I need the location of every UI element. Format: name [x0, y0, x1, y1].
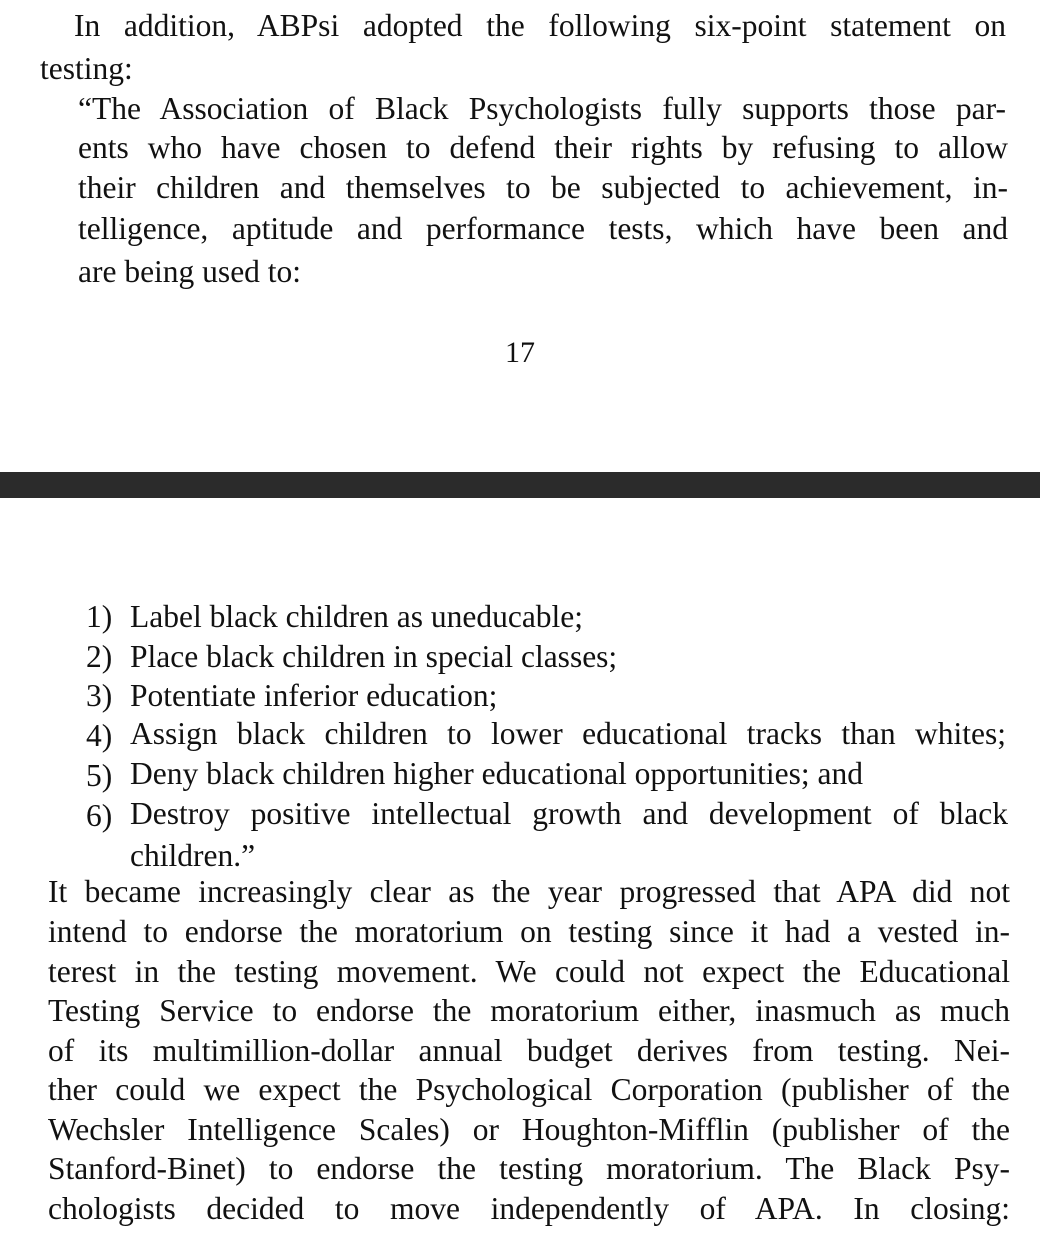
- page-divider: [0, 472, 1040, 498]
- quote-line: ents who have chosen to defend their rights by refusing to allow: [78, 130, 1008, 165]
- list-text: Assign black children to lower educational tracks than whites;: [130, 716, 1006, 751]
- list-text: Place black children in special classes;: [130, 639, 618, 674]
- paragraph-line: terest in the testing movement. We could not expect the Educational: [48, 954, 1010, 989]
- list-number: 2): [86, 639, 113, 674]
- paragraph-line: chologists decided to move independently of APA. In closing:: [48, 1191, 1010, 1226]
- paragraph-line: Wechsler Intelligence Scales) or Houghton-Mifflin (publisher of the: [48, 1112, 1010, 1147]
- list-number: 1): [86, 599, 113, 634]
- paragraph-line: It became increasingly clear as the year progressed that APA did not: [48, 874, 1010, 909]
- intro-line: In addition, ABPsi adopted the following six-point statement on: [74, 8, 1006, 43]
- list-number: 6): [86, 798, 113, 833]
- paragraph-line: Stanford-Binet) to endorse the testing moratorium. The Black Psy-: [48, 1151, 1010, 1186]
- quote-line: are being used to:: [78, 254, 302, 289]
- list-text: Deny black children higher educational opportunities; and: [130, 756, 864, 791]
- quote-line: “The Association of Black Psychologists fully supports those par-: [78, 91, 1006, 126]
- paragraph-line: of its multimillion-dollar annual budget derives from testing. Nei-: [48, 1033, 1010, 1068]
- list-number: 3): [86, 678, 113, 713]
- quote-line: their children and themselves to be subjected to achievement, in-: [78, 170, 1008, 205]
- list-text: children.”: [130, 838, 256, 873]
- paragraph-line: ther could we expect the Psychological Corporation (publisher of the: [48, 1072, 1010, 1107]
- list-text: Label black children as uneducable;: [130, 599, 584, 634]
- list-number: 4): [86, 718, 113, 753]
- quote-line: telligence, aptitude and performance tests, which have been and: [78, 211, 1008, 246]
- intro-line: testing:: [40, 51, 133, 86]
- paragraph-line: intend to endorse the moratorium on testing since it had a vested in-: [48, 914, 1010, 949]
- list-number: 5): [86, 758, 113, 793]
- paragraph-line: Testing Service to endorse the moratorium either, inasmuch as much: [48, 993, 1010, 1028]
- page-number: 17: [505, 336, 535, 369]
- list-text: Destroy positive intellectual growth and development of black: [130, 796, 1008, 831]
- list-text: Potentiate inferior education;: [130, 678, 498, 713]
